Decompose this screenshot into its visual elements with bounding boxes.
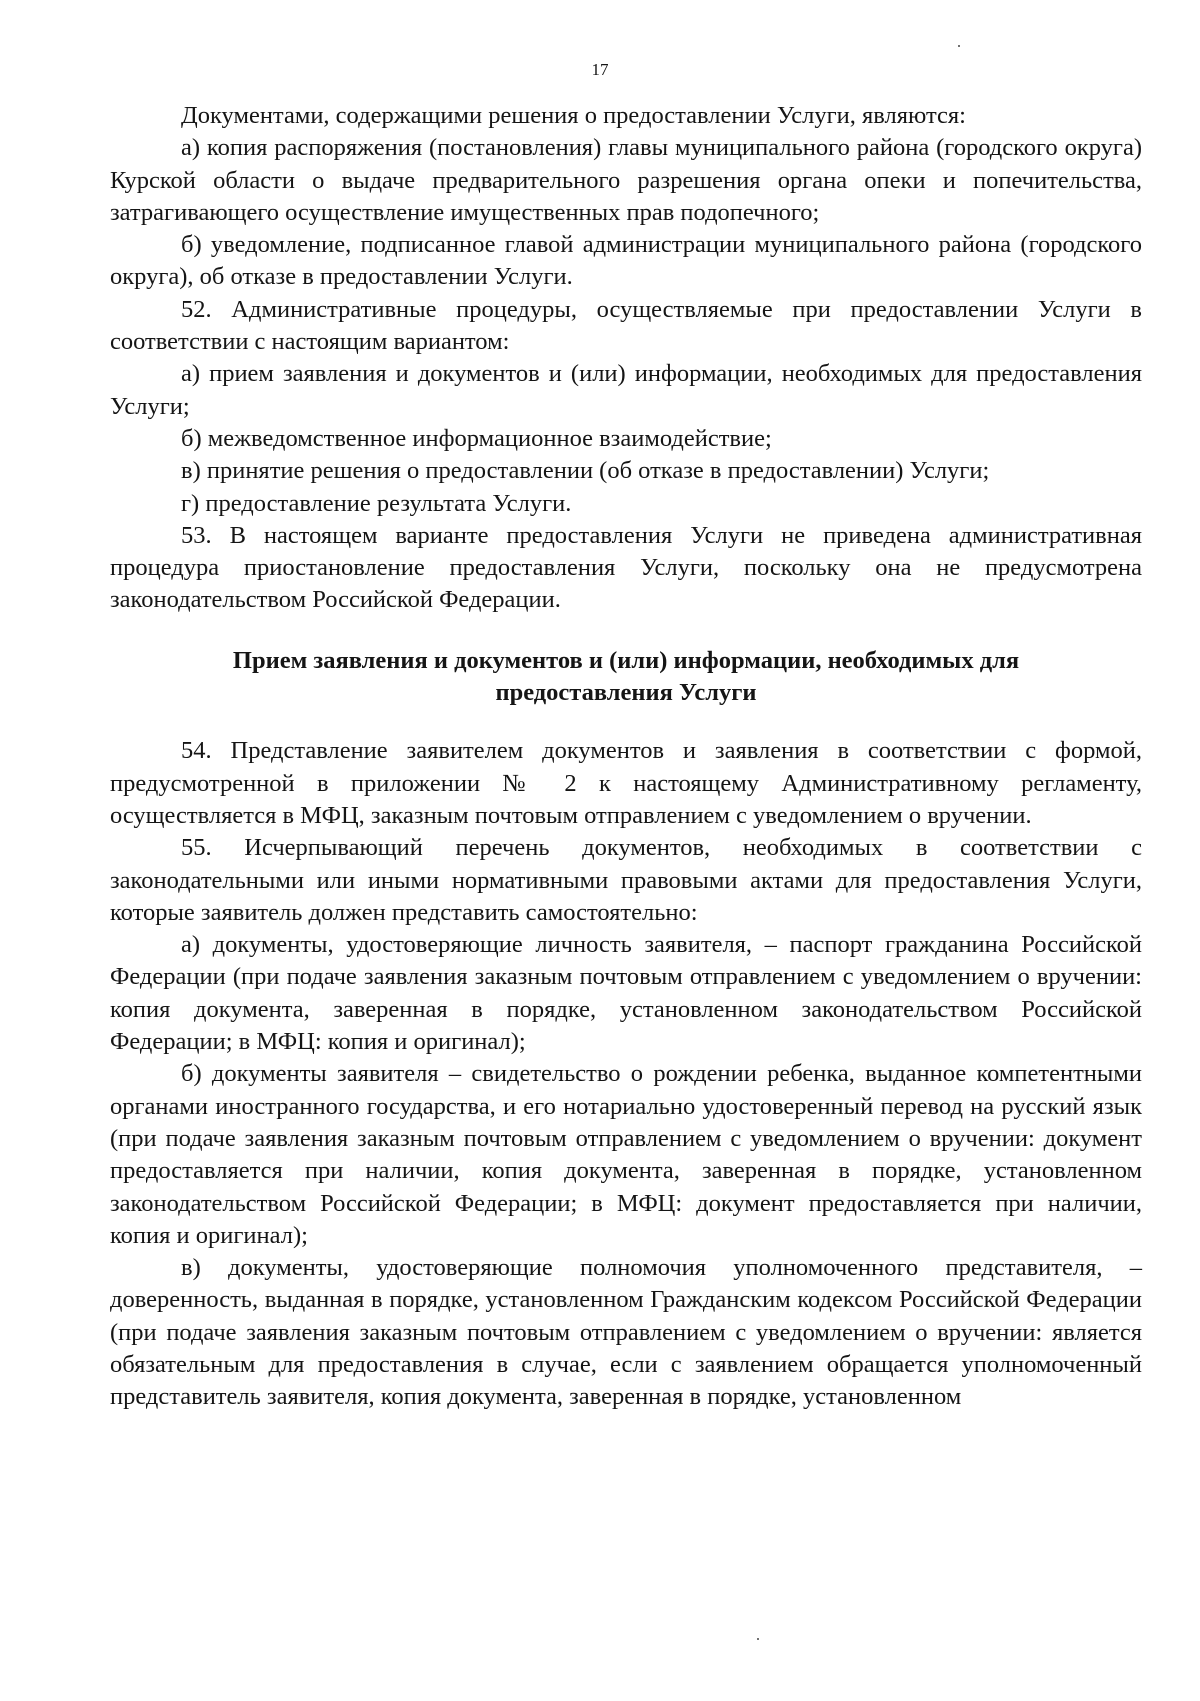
paragraph-decision-item-a: а) копия распоряжения (постановления) главы муниципального района (городского округа) Курской области о выдаче предварительного разрешения органа опеки и попечительства, затрагивающего осуществление имущественных прав подопечного; xyxy=(110,134,1142,226)
paragraph-52-item-a: а) прием заявления и документов и (или) информации, необходимых для предоставления Услуги; xyxy=(110,360,1142,420)
page-number: 17 xyxy=(591,60,609,79)
paragraph-55-item-a: а) документы, удостоверяющие личность заявителя, – паспорт гражданина Российской Федерации (при подаче заявления заказным почтовым отправлением с уведомлением о вручении: копия документа, заверенная в порядке, установленном законодательством Российской Федерации; в МФЦ: копия и оригинал); xyxy=(110,931,1142,1056)
section-heading: Прием заявления и документов и (или) информации, необходимых для предоставления Услуги xyxy=(232,646,1020,707)
scan-speck xyxy=(958,45,960,47)
paragraph-52-intro: 52. Административные процедуры, осуществляемые при предоставлении Услуги в соответствии с настоящим вариантом: xyxy=(110,295,1142,356)
paragraph-54: 54. Представление заявителем документов и заявления в соответствии с формой, предусмотренной в приложении № 2 к настоящему Административному регламенту, осуществляется в МФЦ, заказным почтовым отправлением с уведомлением о вручении. xyxy=(110,737,1142,829)
document-body xyxy=(110,100,1142,1414)
paragraph-55-item-b: б) документы заявителя – свидетельство о рождении ребенка, выданное компетентными органами иностранного государства, и его нотариально удостоверенный перевод на русский язык (при подаче заявления заказным почтовым отправлением с уведомлением о вручении: документ предоставляется при наличии, копия документа, заверенная в порядке, установленном законодательством Российской Федерации; в МФЦ: документ предоставляется при наличии, копия и оригинал); xyxy=(110,1060,1142,1249)
paragraph-55-item-v: в) документы, удостоверяющие полномочия уполномоченного представителя, – доверенность, выданная в порядке, установленном Гражданским кодексом Российской Федерации (при подаче заявления заказным почтовым отправлением с уведомлением о вручении: является обязательным для предоставления в случае, если с заявлением обращается уполномоченный представитель заявителя, копия документа, заверенная в порядке, установленном xyxy=(110,1254,1142,1411)
paragraph-53: 53. В настоящем варианте предоставления Услуги не приведена административная процедура приостановление предоставления Услуги, поскольку она не предусмотрена законодательством Российской Федерации. xyxy=(110,521,1142,614)
paragraph-55-intro: 55. Исчерпывающий перечень документов, необходимых в соответствии с законодательными или иными нормативными правовыми актами для предоставления Услуги, которые заявитель должен представить самостоятельно: xyxy=(110,834,1142,926)
paragraph-decision-documents-intro: Документами, содержащими решения о предоставлении Услуги, являются: xyxy=(181,102,966,129)
paragraph-decision-item-b: б) уведомление, подписанное главой администрации муниципального района (городского округа), об отказе в предоставлении Услуги. xyxy=(110,231,1142,291)
paragraph-52-item-v: в) принятие решения о предоставлении (об отказе в предоставлении) Услуги; xyxy=(181,457,990,485)
paragraph-52-item-b: б) межведомственное информационное взаимодействие; xyxy=(181,424,772,452)
scan-speck xyxy=(757,1638,759,1640)
paragraph-52-item-g: г) предоставление результата Услуги. xyxy=(181,489,572,517)
